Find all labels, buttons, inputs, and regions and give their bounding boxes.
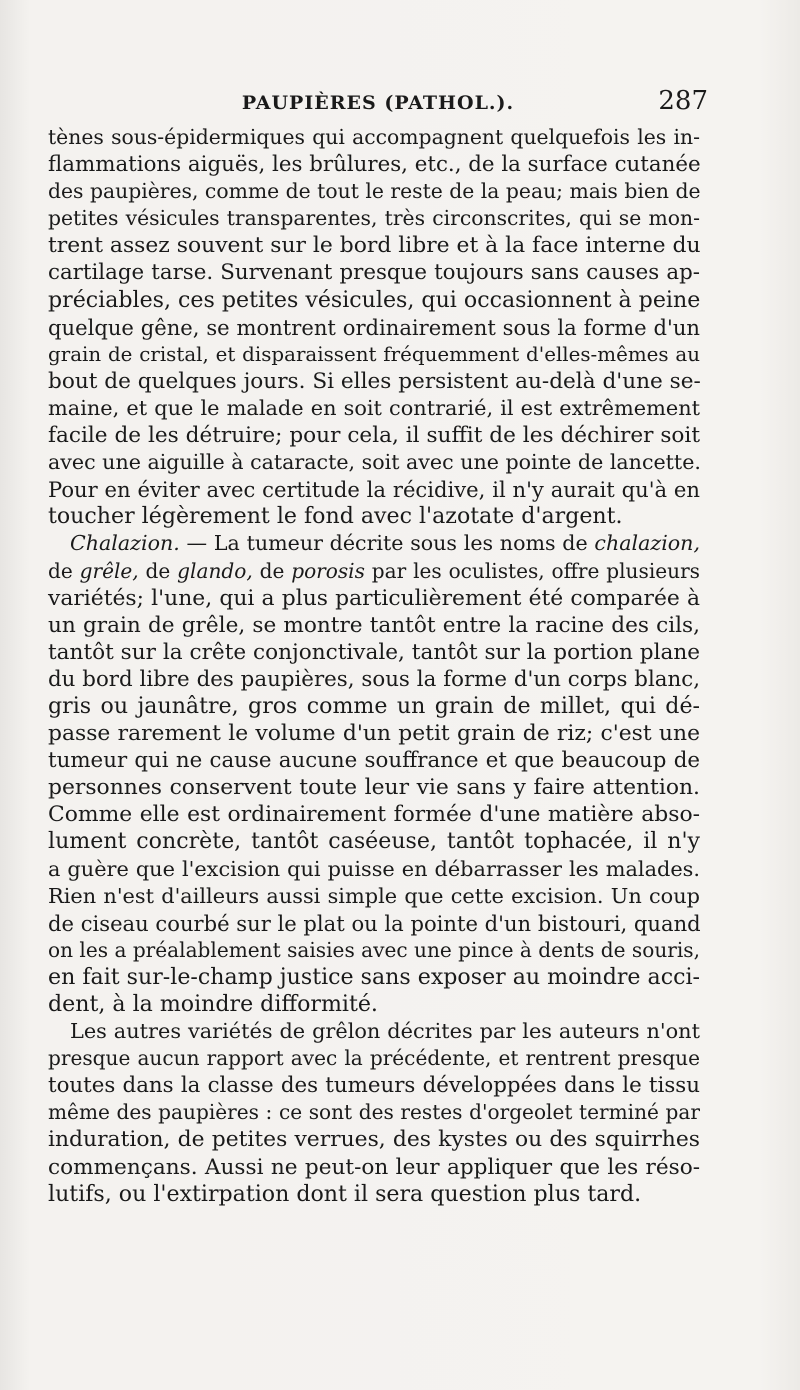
text-line: gris ou jaunâtre, gros comme un grain de millet, qui dé-	[48, 692, 700, 719]
text-line	[48, 558, 700, 585]
text-line: passe rarement le volume d'un petit grain de riz; c'est une	[48, 721, 700, 747]
term-chalazion: Chalazion.	[70, 531, 180, 556]
text-line: induration, de petites verrues, des kystes ou des squirrhes	[48, 1127, 700, 1153]
running-title: PAUPIÈRES (PATHOL.).	[241, 92, 515, 114]
text-line: des paupières, comme de tout le reste de la peau; mais bien de	[48, 179, 701, 204]
paragraph-2	[48, 530, 700, 1018]
term-porosis: porosis	[291, 558, 365, 583]
text-line: Pour en éviter avec certitude la récidive, il n'y aurait qu'à en	[48, 477, 700, 503]
text-line: du bord libre des paupières, sous la forme d'un corps blanc,	[48, 666, 700, 692]
text-run: de	[138, 558, 178, 583]
page-number: 287	[658, 86, 708, 116]
text-line: presque aucun rapport avec la précédente, et rentrent presque	[48, 1046, 700, 1071]
text-line: lutifs, ou l'extirpation dont il sera question plus tard.	[48, 1180, 642, 1207]
paragraph-1	[48, 124, 700, 530]
text-line: grain de cristal, et disparaissent fréquemment d'elles-mêmes au	[48, 342, 700, 366]
text-line: tumeur qui ne cause aucune souffrance et que beaucoup de	[48, 748, 700, 774]
text-line: trent assez souvent sur le bord libre et à la face interne du	[48, 233, 701, 259]
text-line: cartilage tarse. Survenant presque toujours sans causes ap-	[48, 260, 700, 286]
body-text	[48, 124, 700, 1208]
text-line: maine, et que le malade en soit contrarié, il est extrêmement	[48, 395, 700, 420]
text-line: Rien n'est d'ailleurs aussi simple que cette excision. Un coup	[48, 883, 700, 908]
text-line: quelque gêne, se montrent ordinairement sous la forme d'un	[48, 314, 700, 340]
paragraph-3	[48, 1018, 700, 1208]
text-line: lument concrète, tantôt caséeuse, tantôt tophacée, il n'y	[48, 828, 700, 855]
text-line: flammations aiguës, les brûlures, etc., de la surface cutanée	[48, 152, 701, 178]
page-header	[48, 88, 708, 124]
text-line: facile de les détruire; pour cela, il suffit de les déchirer soit	[48, 423, 700, 449]
term-chalazion-2: chalazion,	[594, 531, 700, 556]
text-line: même des paupières : ce sont des restes d'orgeolet terminé par	[48, 1100, 700, 1125]
text-run: — La tumeur décrite sous les noms de	[179, 531, 595, 556]
text-line: toutes dans la classe des tumeurs développées dans le tissu	[48, 1073, 700, 1099]
text-line	[48, 530, 700, 557]
text-line: de ciseau courbé sur le plat ou la pointe d'un bistouri, quand	[48, 910, 701, 936]
text-line: préciables, ces petites vésicules, qui occasionnent à peine	[48, 286, 701, 313]
text-line: avec une aiguille à cataracte, soit avec une pointe de lancette.	[48, 450, 701, 475]
text-line: commençans. Aussi ne peut-on leur appliquer que les réso-	[48, 1154, 700, 1180]
term-grele: grêle,	[79, 558, 139, 583]
text-line: a guère que l'excision qui puisse en débarrasser les malades.	[48, 856, 700, 881]
text-line: un grain de grêle, se montre tantôt entre la racine des cils,	[48, 612, 700, 638]
text-line: tantôt sur la crête conjonctivale, tantôt sur la portion plane	[48, 639, 701, 665]
term-glando: glando,	[177, 558, 253, 583]
text-run: de	[48, 558, 80, 583]
text-line: variétés; l'une, qui a plus particulièrement été comparée à	[48, 585, 700, 611]
text-line: petites vésicules transparentes, très circonscrites, qui se mon-	[48, 206, 700, 231]
text-line: tènes sous-épidermiques qui accompagnent quelquefois les in-	[48, 125, 700, 149]
text-line: Comme elle est ordinairement formée d'une matière abso-	[48, 802, 700, 828]
text-line: on les a préalablement saisies avec une pince à dents de souris,	[48, 937, 700, 962]
text-line: toucher légèrement le fond avec l'azotate d'argent.	[48, 503, 623, 530]
text-run: par les oculistes, offre plusieurs	[364, 558, 700, 583]
text-line: dent, à la moindre difformité.	[48, 991, 378, 1017]
text-line: en fait sur-le-champ justice sans exposer au moindre acci-	[48, 963, 700, 990]
text-line: Les autres variétés de grêlon décrites par les auteurs n'ont	[70, 1019, 700, 1044]
text-line: bout de quelques jours. Si elles persistent au-delà d'une se-	[48, 368, 701, 394]
text-run: de	[252, 558, 292, 583]
text-line: personnes conservent toute leur vie sans y faire attention.	[48, 775, 700, 801]
